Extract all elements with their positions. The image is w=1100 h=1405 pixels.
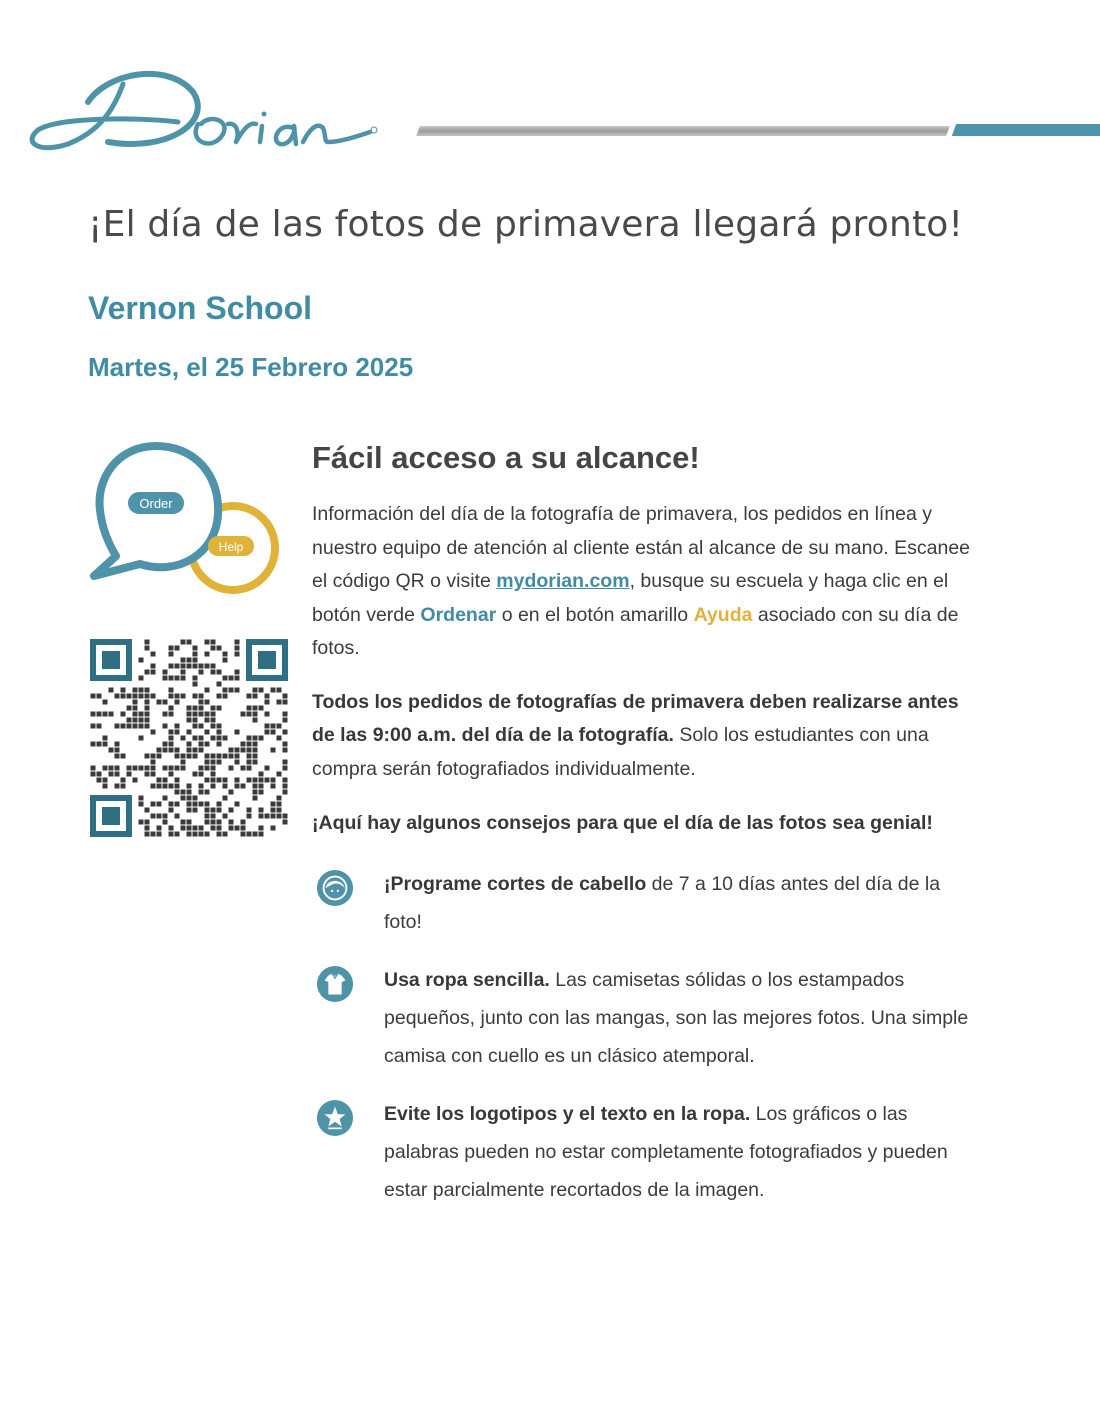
photo-date: Martes, el 25 Febrero 2025 (88, 352, 414, 382)
star-icon (316, 1099, 354, 1137)
order-word: Ordenar (420, 603, 497, 626)
tip-text: Las camisetas sólidas o los estampados pequeños, junto con las mangas, son las mejores fotos. Una simple camisa con cuello es un clásico atemporal. (384, 969, 969, 1067)
tip-haircut (312, 865, 982, 941)
deadline-rest: Solo los estudiantes con una compra serán fotografiados individualmente. (312, 724, 929, 780)
haircut-icon (316, 869, 354, 907)
section-heading: Fácil acceso a su alcance! (312, 440, 700, 475)
tips-heading: ¡Aquí hay algunos consejos para que el día de las fotos sea genial! (312, 812, 933, 834)
order-help-bubbles-icon (88, 438, 288, 608)
order-label: Order (139, 496, 173, 511)
header-rule-blue (952, 124, 1100, 136)
intro-text-3: o en el botón amarillo (496, 603, 694, 626)
deadline-bold: Todos los pedidos de fotografías de primavera deben realizarse antes de las 9:00 a.m. del día de la fotografía. (312, 690, 959, 746)
help-label: Help (218, 540, 244, 554)
tip-bold: Evite los logotipos y el texto en la ropa. (384, 1103, 751, 1125)
deadline-paragraph (312, 686, 982, 787)
main-content (312, 440, 982, 1229)
header-rule-gray (416, 126, 950, 136)
logo-text: Dorian (18, 62, 21, 63)
tip-clothing (312, 961, 982, 1075)
page-title: ¡El día de las fotos de primavera llegará pronto! (88, 204, 964, 245)
qr-code[interactable] (90, 638, 288, 838)
mydorian-link[interactable]: mydorian.com (496, 570, 630, 592)
school-name: Vernon School (88, 290, 313, 326)
tip-bold: Usa ropa sencilla. (384, 969, 550, 991)
dorian-logo (18, 62, 388, 172)
intro-text-2: , busque su escuela y haga clic en el botón verde (312, 570, 949, 626)
intro-text-1: Información del día de la fotografía de primavera, los pedidos en línea y nuestro equipo de atención al cliente están al alcance de su mano. Escanee el código QR o visite (312, 503, 971, 592)
intro-text-4: asociado con su día de fotos. (312, 603, 959, 659)
intro-paragraph (312, 498, 982, 666)
tip-text: Los gráficos o las palabras pueden no estar completamente fotografiados y pueden estar parcialmente recortados de la imagen. (384, 1103, 948, 1201)
tip-logos (312, 1095, 982, 1209)
tip-bold: ¡Programe cortes de cabello (384, 873, 647, 895)
tip-text: de 7 a 10 días antes del día de la foto! (384, 873, 941, 933)
help-word: Ayuda (693, 603, 753, 626)
shirt-icon (316, 965, 354, 1003)
